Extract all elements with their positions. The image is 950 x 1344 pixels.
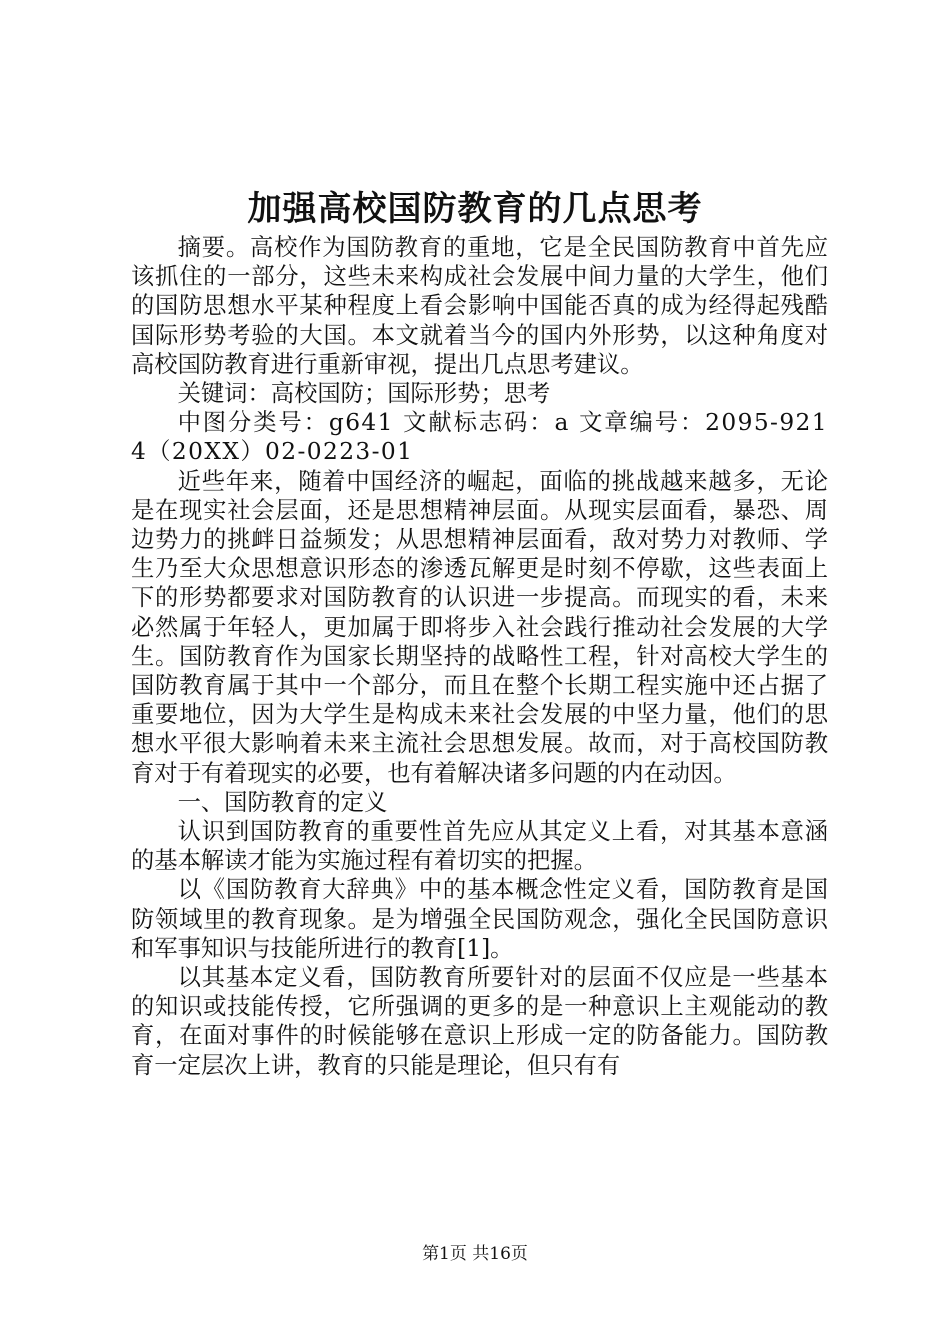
body-paragraph: 近些年来，随着中国经济的崛起，面临的挑战越来越多，无论是在现实社会层面，还是思想精神层面。从现实层面看，暴恐、周边势力的挑衅日益频发；从思想精神层面看，敌对势力对教师、学生乃至大众思想意识形态的渗透瓦解更是时刻不停歇，这些表面上下的形势都要求对国防教育的认识进一步提高。而现实的看，未来必然属于年轻人，更加属于即将步入社会践行推动社会发展的大学生。国防教育作为国家长期坚持的战略性工程，针对高校大学生的国防教育属于其中一个部分，而且在整个长期工程实施中还占据了重要地位，因为大学生是构成未来社会发展的中坚力量，他们的思想水平很大影响着未来主流社会思想发展。故而，对于高校国防教育对于有着现实的必要，也有着解决诸多问题的内在动因。	[131, 467, 828, 787]
classification-paragraph: 中图分类号：g641 文献标志码：a 文章编号：2095-9214（20XX）02-0223-01	[131, 409, 828, 466]
page-number-footer: 第1页 共16页	[422, 1244, 528, 1264]
section-heading: 一、国防教育的定义	[177, 788, 388, 816]
keywords-paragraph: 关键词：高校国防；国际形势；思考	[177, 380, 551, 408]
body-paragraph: 以其基本定义看，国防教育所要针对的层面不仅应是一些基本的知识或技能传授，它所强调的更多的是一种意识上主观能动的教育，在面对事件的时候能够在意识上形成一定的防备能力。国防教育一定层次上讲，教育的只能是理论，但只有有	[131, 964, 828, 1079]
body-paragraph: 认识到国防教育的重要性首先应从其定义上看，对其基本意涵的基本解读才能为实施过程有着切实的把握。	[131, 818, 828, 875]
document-body	[131, 233, 828, 1080]
abstract-paragraph: 摘要。高校作为国防教育的重地，它是全民国防教育中首先应该抓住的一部分，这些未来构成社会发展中间力量的大学生，他们的国防思想水平某种程度上看会影响中国能否真的成为经得起残酷国际形势考验的大国。本文就着当今的国内外形势，以这种角度对高校国防教育进行重新审视，提出几点思考建议。	[131, 234, 828, 378]
document-title: 加强高校国防教育的几点思考	[247, 189, 703, 229]
body-paragraph: 以《国防教育大辞典》中的基本概念性定义看，国防教育是国防领域里的教育现象。是为增强全民国防观念，强化全民国防意识和军事知识与技能所进行的教育[1]。	[131, 876, 828, 962]
